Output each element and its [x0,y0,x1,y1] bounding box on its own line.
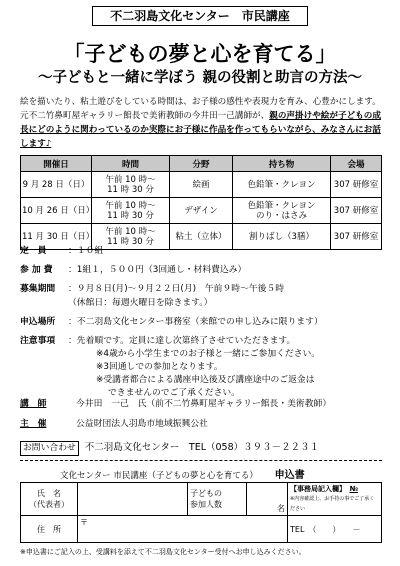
cell-venue: 307 研修室 [331,224,382,250]
application-form [20,482,382,543]
children-label: 子どもの [190,489,222,498]
host-label: 主 催 [20,419,47,429]
items-line1: 色鉛筆・クレヨン [247,200,316,211]
tel-input[interactable]: （ ） － [312,524,361,534]
capacity-value: ：１０組 [68,246,104,256]
fee-label: 参 加 費 [20,265,53,275]
cell-field: 粘土（立体） [170,224,233,250]
name-input[interactable] [78,483,188,516]
items-line2: のり・はさみ [255,210,307,221]
period-note: （休館日：毎週火曜日を除きます。） [68,298,213,308]
notes-row [20,335,295,348]
cell-field: 絵画 [170,172,233,198]
items-line1: 色鉛筆・クレヨン [247,179,316,190]
name-sublabel: （代表者） [29,500,69,509]
note-4: ※受講者都合による講座申込後及び講座途中のご返金は [96,375,315,385]
period-label: 募集期間 [20,284,56,294]
receipt-label: 【事務局記入欄】 [290,485,343,493]
table-row [21,172,382,198]
time-start: 午前 10 時～ [105,226,156,237]
cell-items [233,172,331,198]
form-heading-title: 申込書 [274,470,305,481]
name-label-cell [21,483,78,516]
period-row [20,283,284,296]
apply-label: 申込場所 [20,317,56,327]
cell-date: 10 月 26 日（日） [21,198,92,224]
tel-label: TEL [290,524,305,534]
cut-line [20,460,382,461]
sub-title: ～子どもと一緒に学ぼう 親の役割と助言の方法～ [37,70,363,86]
schedule-header [21,156,382,172]
fee-row [20,264,246,277]
col-items: 持ち物 [233,156,331,172]
host-row [20,418,208,431]
cell-venue: 307 研修室 [331,172,382,198]
lecturer-label: 講 師 [20,399,47,409]
note-3: ※3回通しでの参加となります。 [96,362,223,372]
cell-field: デザイン [170,198,233,224]
cell-time [92,198,170,224]
unit-label: 名 [277,504,285,513]
address-input[interactable] [78,516,288,543]
form-heading-text: 文化センター 市民講座（子どもの夢と心を育てる） [60,471,258,481]
time-end: 11 時 30 分 [107,210,154,221]
address-label: 住 所 [21,516,78,543]
time-end: 11 時 30 分 [107,184,154,195]
time-start: 午前 10 時～ [105,200,156,211]
notes-label: 注意事項 [20,336,56,346]
capacity-row [20,245,103,258]
receipt-cell [288,483,382,516]
note-2: ※4歳から小学生までのお子様と一緒にご参加ください。 [96,349,321,359]
contact-label: お問い合わせ [20,441,79,456]
form-heading [60,466,305,481]
lecturer-value: 今井田 一己 氏（前不二竹鼻町屋ギャラリー館長・美術教師） [76,399,332,409]
contact-row [20,441,319,456]
footnote: ※申込書にご記入の上、受講料を添えて不二羽島文化センター受付へお申し込みください。 [20,548,306,556]
fee-value: ：1組１，５００円（3回通し・材料費込み） [68,265,247,275]
col-venue: 会場 [331,156,382,172]
capacity-label: 定 員 [20,246,47,256]
cell-date: 9 月 28 日（日） [21,172,92,198]
apply-row [20,316,323,329]
intro-text [20,95,382,151]
receipt-line [290,484,379,494]
cell-date: 11 月 30 日（日） [21,224,92,250]
receipt-no: № [349,485,358,493]
contact-value: 不二羽島文化センター TEL（058）３９３－２２３１ [84,442,320,453]
tel-cell[interactable] [288,516,382,543]
receipt-note: ※内容確認上、お手持の事でご了承ください [290,496,375,512]
cell-items [233,224,331,250]
cell-items [233,198,331,224]
name-label: 氏 名 [37,489,61,498]
host-value: 公益財団法人羽島市地域振興公社 [76,419,208,429]
time-end: 11 時 30 分 [107,236,154,247]
lecturer-row [20,398,331,411]
children-count-input[interactable] [247,483,288,516]
schedule-table [20,155,382,250]
main-title: 「子どもの夢と心を育てる」 [63,41,337,66]
table-row [21,198,382,224]
children-label2: 参加人数 [190,500,222,509]
col-time: 時間 [92,156,170,172]
apply-value: ：不二羽島文化センター事務室（来館での申し込みに限ります） [68,317,323,327]
cell-venue: 307 研修室 [331,198,382,224]
items-line1: 割りばし（3膳） [249,231,314,242]
intro-p1-bold: 親の声掛けや絵が子どもの成長にどのように関わっているのか実際にお子様に作品を作ってもらいながら、みなさんにお話します♪ [20,111,381,149]
col-field: 分野 [170,156,233,172]
postal-mark: 〒 [80,518,88,527]
header-title: 不二羽島文化センター 市民講座 [92,6,308,26]
note-1: ：先着順です。定員に達し次第終了させていただきます。 [68,336,296,346]
time-start: 午前 10 時～ [105,174,156,185]
children-label-cell [188,483,247,516]
col-date: 開催日 [21,156,92,172]
note-5: できませんのでご了承ください。 [108,388,240,398]
cell-time [92,172,170,198]
period-value: ：９月８日(月)～９月２２日(月) 午前９時～午後５時 [68,284,285,294]
intro-p1: 絵を描いたり、粘土遊びをしている時間は、お子様の感性や表現力を育み、心豊かにします。元不二竹鼻町屋ギャラリー館長で美術教師の今井田一己講師が、 [20,97,381,121]
